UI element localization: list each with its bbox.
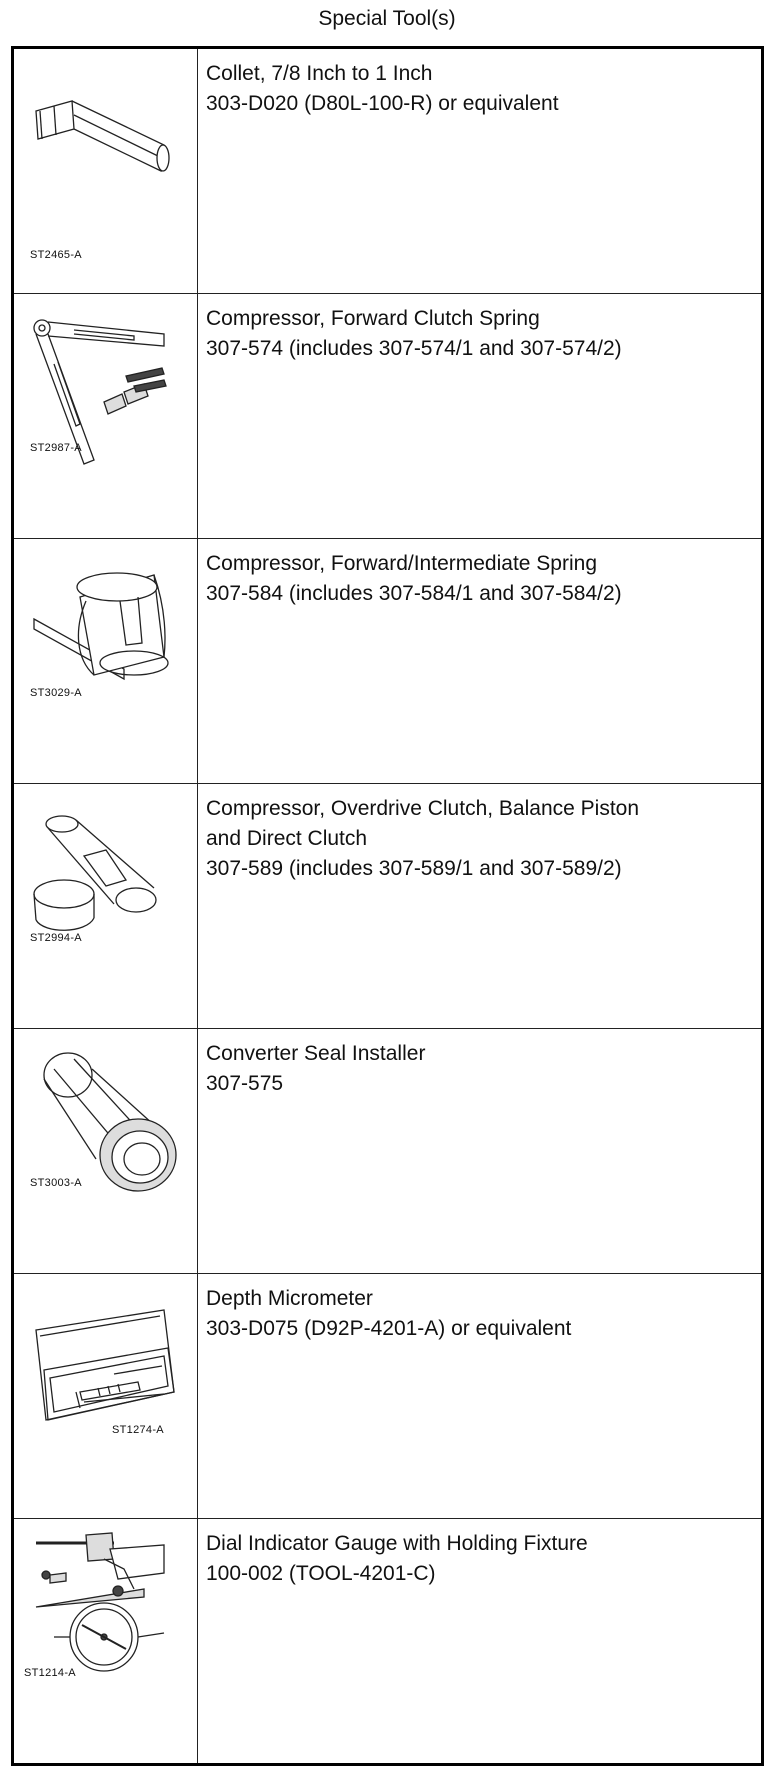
tool-code: ST2994-A	[30, 932, 82, 944]
tool-description	[198, 48, 763, 294]
dial-indicator-icon	[14, 1519, 197, 1763]
tool-number: 307-584 (includes 307-584/1 and 307-584/2)	[206, 582, 622, 605]
tool-number: 307-574 (includes 307-574/1 and 307-574/2)	[206, 337, 622, 360]
table-row	[13, 48, 763, 294]
tool-description	[198, 294, 763, 539]
tool-number: 303-D075 (D92P-4201-A) or equivalent	[206, 1317, 572, 1340]
tool-name: Dial Indicator Gauge with Holding Fixture	[206, 1532, 588, 1555]
page-title: Special Tool(s)	[318, 7, 456, 30]
table-row	[13, 1274, 763, 1519]
tool-name: Depth Micrometer	[206, 1287, 373, 1310]
table-row	[13, 784, 763, 1029]
tool-description	[198, 784, 763, 1029]
tool-description	[198, 1519, 763, 1765]
tool-number: 307-575	[206, 1072, 284, 1095]
tool-code: ST1274-A	[112, 1424, 164, 1436]
tool-name: Collet, 7/8 Inch to 1 Inch	[206, 62, 433, 85]
tool-code: ST2987-A	[30, 442, 82, 454]
tool-name-cont: and Direct Clutch	[206, 827, 368, 850]
tool-image-cell	[13, 539, 198, 784]
tool-number: 307-589 (includes 307-589/1 and 307-589/2)	[206, 857, 622, 880]
table-row	[13, 1029, 763, 1274]
table-row	[13, 1519, 763, 1765]
tool-code: ST3003-A	[30, 1177, 82, 1189]
spring-compressor-icon	[14, 294, 197, 538]
tool-number: 100-002 (TOOL-4201-C)	[206, 1562, 436, 1585]
tool-image-cell	[13, 1274, 198, 1519]
tool-name: Compressor, Overdrive Clutch, Balance Piston	[206, 797, 640, 820]
sleeve-compressor-icon	[14, 539, 197, 783]
tool-name: Converter Seal Installer	[206, 1042, 426, 1065]
tool-description	[198, 539, 763, 784]
tool-image-cell	[13, 1519, 198, 1765]
seal-installer-icon	[14, 1029, 197, 1273]
tool-number: 303-D020 (D80L-100-R) or equivalent	[206, 92, 559, 115]
tool-code: ST1214-A	[24, 1667, 76, 1679]
tool-image-cell	[13, 48, 198, 294]
table-row	[13, 294, 763, 539]
special-tools-table	[11, 46, 764, 1766]
tool-code: ST3029-A	[30, 687, 82, 699]
tool-description	[198, 1029, 763, 1274]
tool-image-cell	[13, 1029, 198, 1274]
tool-image-cell	[13, 294, 198, 539]
tool-name: Compressor, Forward Clutch Spring	[206, 307, 540, 330]
piston-compressor-icon	[14, 784, 197, 1028]
tool-name: Compressor, Forward/Intermediate Spring	[206, 552, 597, 575]
tool-description	[198, 1274, 763, 1519]
table-row	[13, 539, 763, 784]
tool-code: ST2465-A	[30, 249, 82, 261]
tool-image-cell	[13, 784, 198, 1029]
depth-micrometer-icon	[14, 1274, 197, 1518]
